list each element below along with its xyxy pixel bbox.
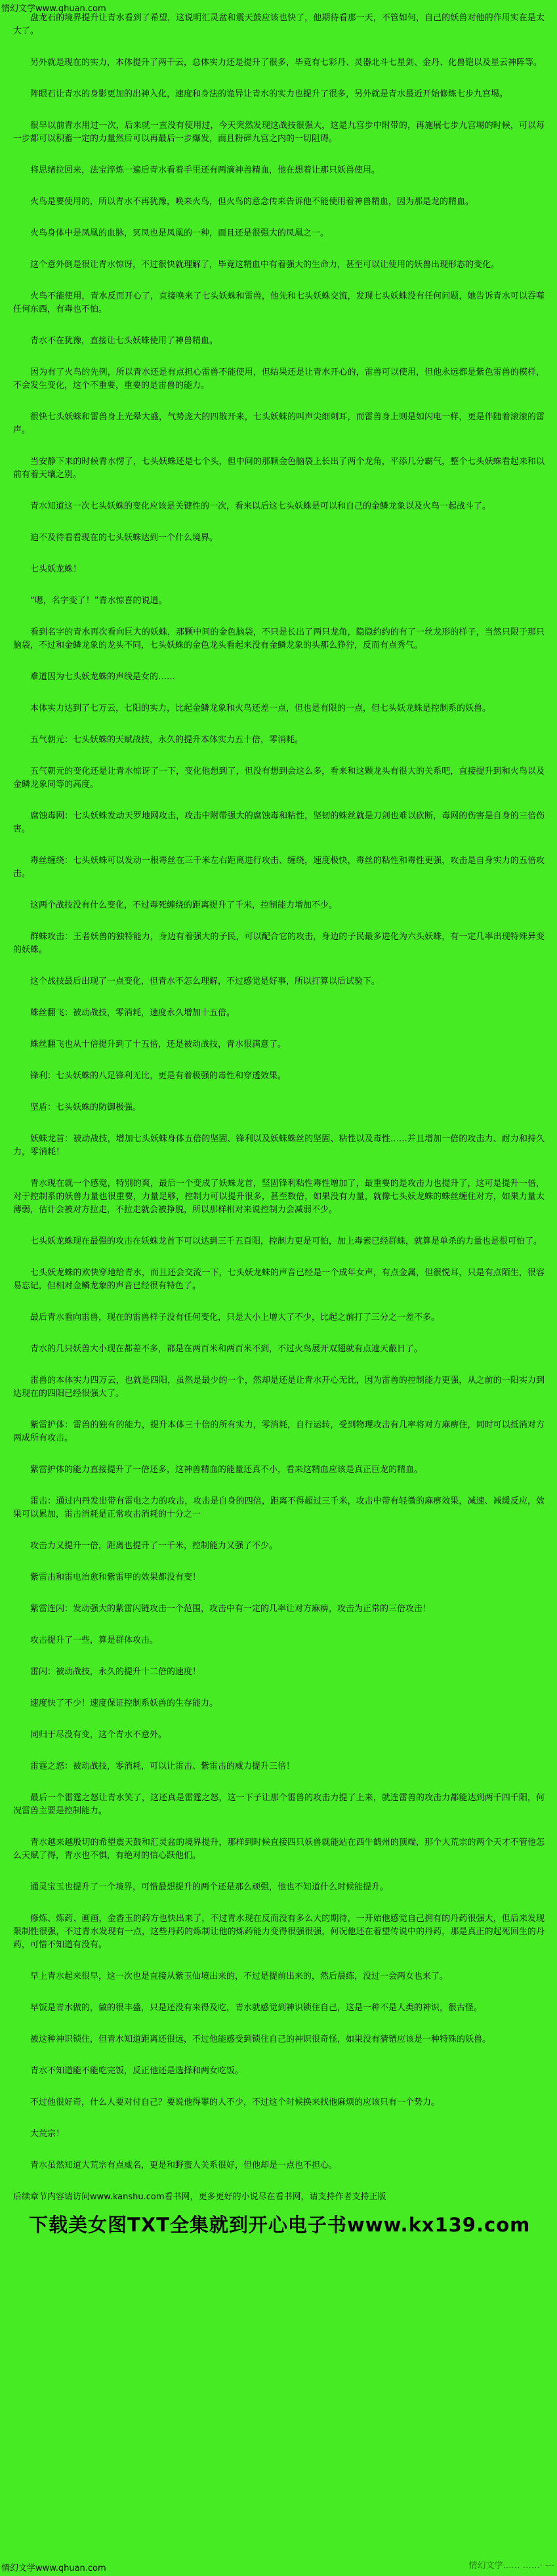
novel-paragraph: 通灵宝玉也提升了一个境界，可惜最想提升的两个还是那么顽强，他也不知道什么时候能提升。 [30, 1882, 389, 1892]
novel-paragraph: 当安静下来的时候青水愣了，七头妖蛛还是七个头，但中间的那颗金色脑袋上长出了两个龙角，平添几分霸气，整个七头妖蛛看起来和以前有着天壤之别。 [13, 457, 545, 480]
novel-paragraph: 火鸟不能使用，青水反而开心了，直接唤来了七头妖蛛和雷兽，他先和七头妖蛛交流，发现七头妖蛛没有任何问题，她告诉青水可以吞噬任何东西，有毒也不怕。 [13, 291, 545, 314]
continuation-notice: 后续章节内容请访问www.kanshu.com看书网，更多更好的小说尽在看书网，请支持作者支持正版 [13, 2192, 386, 2202]
novel-paragraph: 群蛛攻击：王者妖兽的独特能力，身边有着强大的子民，可以配合它的攻击，身边的子民最多进化为六头妖蛛，有一定几率出现特殊异变的妖蛛。 [13, 932, 545, 955]
novel-paragraph: 坚盾：七头妖蛛的防御极强。 [30, 1103, 142, 1112]
novel-paragraph: 速度快了不少！速度保证控制系妖兽的生存能力。 [30, 1699, 218, 1708]
footer-promo: 下载美女图TXT全集就到开心电子书www.kx139.com [29, 2214, 531, 2236]
novel-paragraph: 紫雷护体的能力直接提升了一倍还多，这神兽精血的能量还真不小，看来这精血应该是真正巨龙的精血。 [30, 1465, 423, 1475]
novel-paragraph: 紫雷击和雷电治愈和紫雷甲的效果都没有变！ [30, 1573, 201, 1582]
novel-paragraph: 雷闪：被动战技，永久的提升十二倍的速度！ [30, 1667, 201, 1677]
novel-paragraph: 修炼、炼药、画画，金香玉的药方也快出来了，不过青水现在反而没有多么大的期待，一开始他感觉自己拥有的丹药很强大，但后来发现限制性很强，不过青水发现有一点，这些丹药的炼制让他的炼药能力变得很强很强，何况他还在着望传说中的丹药，那是真正的起死回生的丹药，可惜不知道有没有。 [13, 1914, 545, 1950]
novel-paragraph: 火鸟是要使用的，所以青水不再犹豫，唤来火鸟，但火鸟的意念传来告诉他不能使用着神兽精血，因为那是龙的精血。 [30, 197, 474, 207]
novel-paragraph: 锋利：七头妖蛛的八足锋利无比，更是有着极强的毒性和穿透效果。 [30, 1071, 287, 1081]
novel-paragraph: 紫雷连闪：发动强大的紫雷闪链攻击一个范围，攻击中有一定的几率让对方麻痹，攻击为正常的三倍攻击！ [30, 1604, 432, 1614]
novel-paragraph: 雷兽的本体实力四万云，也就是四阳，虽然是最少的一个，然却是还是让青水开心无比，因为雷兽的控制能力更强，从之前的一阳实力到达现在的四阳已经很强大了。 [13, 1376, 545, 1399]
novel-paragraph: 本体实力达到了七万云，七阳的实力，比起金鳞龙象和火鸟还差一点，但也是有限的一点，但七头妖龙蛛是控制系的妖兽。 [30, 704, 491, 713]
novel-paragraph: 难道因为七头妖龙蛛的声线是女的…… [30, 672, 176, 682]
novel-paragraph: 七头妖龙蛛！ [30, 564, 82, 574]
novel-paragraph: 很快七头妖蛛和雷兽身上光晕大盛，气势庞大的四散开来，七头妖蛛的叫声尖细刺耳，而雷兽身上则是如闪电一样，更是伴随着滚滚的雷声。 [13, 412, 545, 435]
novel-paragraph: 不过他很好奇，什么人要对付自己？要说他得罪的人不少，不过这个时候换来找他麻烦的应该只有一个势力。 [30, 2098, 440, 2107]
novel-paragraph: 早上青水起来很早，这一次也是直接从紫玉仙境出来的，不过是提前出来的，然后晨练，没过一会两女也来了。 [30, 1972, 449, 1981]
novel-paragraph: 最后青水看向雷兽，现在的雷兽样子没有任何变化，只是大小上增大了不少，比起之前打了三分之一差不多。 [30, 1313, 440, 1322]
novel-paragraph: 毒丝缠绕：七头妖蛛可以发动一根毒丝在三千米左右距离进行攻击、缠绕，速度极快，毒丝的粘性和毒性更强，攻击是自身实力的五倍攻击。 [13, 856, 545, 879]
novel-paragraph: 七头妖龙蛛的欢快穿地给青水，而且还会交流一下，七头妖龙蛛的声音已经是一个成年女声，有点金属，但很悦耳，只是有点陌生，很容易忘记，但相对金鳞龙象的声音已经很有特色了。 [13, 1268, 545, 1291]
novel-paragraph: 蛛丝翻飞：被动战技，零消耗，速度永久增加十五倍。 [30, 1008, 236, 1018]
novel-paragraph: 将思绪拉回来，法宝淬炼一遍后青水看着手里还有两滴神兽精血，他在想着让那只妖兽使用。 [30, 165, 381, 175]
novel-paragraph: 雷霆之怒：被动战技，零消耗，可以让雷击、紫雷击的威力提升三倍！ [30, 1762, 295, 1771]
novel-paragraph: 看到名字的青水再次看向巨大的妖蛛，那颗中间的金色脑袋，不只是长出了两只龙角，隐隐约约的有了一丝龙形的样子，当然只限于那只脑袋，不过和金鳞龙象的龙头不同，七头妖蛛的金色龙头看起来没有金鳞龙象的头那么狰狞，反而有点秀气。 [13, 627, 545, 650]
novel-paragraph: 火鸟身体中是凤凰的血脉，冥凤也是凤凰的一种，而且还是很强大的凤凰之一。 [30, 228, 329, 238]
novel-paragraph: 五气朝元：七头妖蛛的天赋战技，永久的提升本体实力五十倍，零消耗。 [30, 735, 304, 745]
novel-paragraph: 这个意外倒是很让青水惊讶，不过很快就理解了，毕竟这精血中有着强大的生命力，甚至可以让使用的妖兽出现形态的变化。 [30, 260, 500, 270]
novel-paragraph: 雷击：通过内丹发出带有雷电之力的攻击，攻击是自身的四倍，距离不得超过三千米，攻击中带有轻微的麻痹效果，减速、减缓反应，效果可以累加，雷击消耗是正常攻击消耗的十分之一 [13, 1496, 545, 1519]
novel-paragraph: “嗯，名字变了！”青水惊喜的说道。 [30, 596, 167, 606]
novel-paragraph: 青水的几只妖兽大小现在都差不多，都是在两百米和两百米不到，不过火鸟展开双翅就有点遮天蔽日了。 [30, 1344, 423, 1354]
novel-paragraph: 阵眼石让青水的身影更加的出神入化，速度和身法的诡异让青水的实力也提升了很多，另外就是青水最近开始修炼七步九宫埸。 [30, 89, 508, 99]
novel-paragraph: 盘龙石的境界提升让青水看到了希望，这说明汇灵盆和震天鼓应该也快了，他期待看那一天，不管如何，自己的妖兽对他的作用实在是太大了。 [13, 13, 545, 36]
novel-paragraph: 这个战技最后出现了一点变化，但青水不怎么理解，不过感觉是好事，所以打算以后试验下。 [30, 977, 381, 986]
novel-paragraph: 青水现在就一个感觉，特别的爽，最后一个变成了妖蛛龙首，坚固锋利粘性毒性增加了，最重要的是攻击力也提升了，这可是提升一倍，对于控制系的妖兽力量也很重要，力量足够，控制力可以提升很多，甚至数倍，如果没有力量，就像七头妖龙蛛的蛛丝缠住对方，如果力量太薄弱，估计会被对方拉走，不拉走就会被挣脱，所以那样相对来说控制力会减弱不少。 [13, 1179, 545, 1215]
novel-paragraph: 早饭是青水做的，做的很丰盛，只是还没有来得及吃，青水就感觉到神识锁住自己，这是一种不是人类的神识，很古怪。 [30, 2003, 483, 2013]
novel-paragraph: 七头妖龙蛛现在最强的攻击在妖蛛龙首下可以达到三千五百阳，控制力更是可怕，加上毒素已经群蛛，就算是单杀的力量也是很可怕了。 [30, 1236, 543, 1246]
novel-paragraph: 妖蛛龙首：被动战技，增加七头妖蛛身体五倍的坚固、锋利以及妖蛛蛛丝的坚固、粘性以及毒性……并且增加一倍的攻击力、耐力和持久力，零消耗！ [13, 1134, 545, 1157]
novel-paragraph: 迫不及待看看现在的七头妖蛛达到一个什么境界。 [30, 533, 218, 543]
novel-paragraph: 很早以前青水用过一次，后来就一直没有使用过，今天突然发现这战技很强大，这是九宫步中附带的，再施展七步九宫埸的时候，可以每一步都可以积蓄一定的力量然后可以再最后一步爆发，而且粉碎九宫之内的一切阻碍。 [13, 121, 545, 144]
novel-paragraph: 同归于尽没有变，这个青水不意外。 [30, 1730, 167, 1740]
novel-paragraph: 最后一个雷霆之怒让青水笑了，这还真是雷霆之怒，这一下子让那个雷兽的攻击力提了上来，就连雷兽的攻击力都能达到两千四千阳，何况雷兽主要是控制能力。 [13, 1793, 545, 1816]
novel-paragraph: 腐蚀毒网：七头妖蛛发动天罗地网攻击，攻击中附带强大的腐蚀毒和粘性，坚韧的蛛丝就是刀剑也难以砍断，毒网的伤害是自身的三倍伤害。 [13, 811, 545, 834]
novel-paragraph: 另外就是现在的实力，本体提升了两千云，总体实力还是提升了很多，毕竟有七彩丹、灵器北斗七星剑、金丹、化兽铠以及星云神阵等。 [30, 58, 543, 68]
novel-paragraph: 这两个战技没有什么变化，不过毒死缠绕的距离提升了千米，控制能力增加不少。 [30, 900, 338, 910]
novel-paragraph: 青水不知道能不能吃完饭，反正他还是选择和两女吃饭。 [30, 2066, 244, 2076]
novel-paragraph: 因为有了火鸟的先例，所以青水还是有点担心雷兽不能使用，但结果还是让青水开心的，雷兽可以使用，但他永远都是紫色雷兽的模样，不会发生变化，这个不重要，重要的是雷兽的能力。 [13, 368, 545, 391]
novel-paragraph: 青水知道这一次七头妖蛛的变化应该是关键性的一次，看来以后这七头妖蛛是可以和自己的金鳞龙象以及火鸟一起战斗了。 [30, 501, 491, 511]
novel-paragraph: 蛛丝翻飞也从十倍提升到了十五倍，还是被动战技，青水很满意了。 [30, 1040, 287, 1049]
novel-paragraph: 青水越来越殷切的希望震天鼓和汇灵盆的境界提升，那样到时候直接四只妖兽就能站在西牛鹤州的顶端，那个大荒宗的两个天才不管他怎么天赋了得，青水也不惧，有绝对的信心跃他们。 [13, 1838, 545, 1861]
watermark-bottom-right: 情幻文学…… ……· --- [468, 2561, 554, 2571]
watermark-top: 情幻文学www.qhuan.com [1, 4, 106, 14]
novel-paragraph: 紫雷护体：雷兽的独有的能力，提升本体三十倍的所有实力，零消耗，自行运转，受到物理攻击有几率将对方麻痹住，同时可以抵消对方两成所有攻击。 [13, 1420, 545, 1443]
watermark-bottom-left: 情幻文学www.qhuan.com [1, 2564, 106, 2573]
novel-paragraph: 青水虽然知道大荒宗有点威名，更是和野蛮人关系很好，但他却是一点也不担心。 [30, 2161, 338, 2170]
novel-paragraph: 攻击力又提升一倍，距离也提升了一千米，控制能力又强了不少。 [30, 1541, 278, 1551]
novel-paragraph: 大荒宗！ [30, 2129, 65, 2139]
novel-paragraph: 被这种神识锁住，但青水知道距离还很远，不过他能感受到锁住自己的神识很奇怪，如果没有猜错应该是一种特殊的妖兽。 [30, 2035, 491, 2044]
novel-paragraph: 攻击提升了一些，算是群体攻击。 [30, 1636, 159, 1645]
novel-paragraph: 五气朝元的变化还是让青水惊讶了一下，变化他想到了，但没有想到会这么多，看来和这颗龙头有很大的关系吧，直接提升到和火鸟以及金鳞龙象同等的高度。 [13, 767, 545, 790]
novel-paragraph: 青水不在犹豫，直接让七头妖蛛使用了神兽精血。 [30, 336, 218, 346]
